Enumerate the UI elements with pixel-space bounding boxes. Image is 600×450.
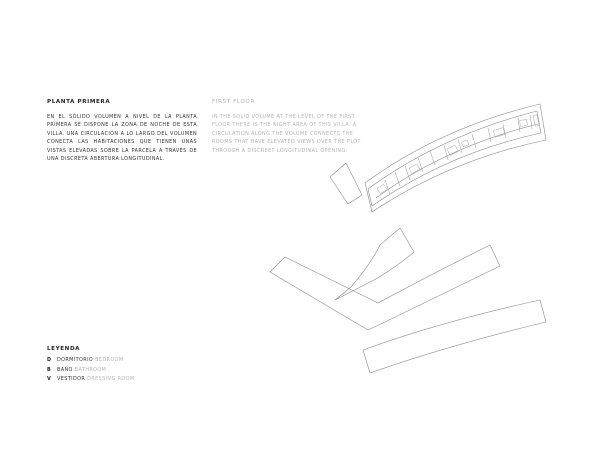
legend-code: D	[47, 357, 52, 363]
plan-small-block	[330, 163, 362, 204]
first-floor-volume	[365, 104, 546, 212]
spanish-description: EN EL SÓLIDO VOLUMEN A NIVEL DE LA PLANTA PRIMERA SE DISPONE LA ZONA DE NOCHE DE ESTA VILLA. UNA CIRCULACIÓN A LO LARGO DEL VOLUMEN CONECTA LAS HABITACIONES QUE TIENEN UNAS VISTAS ELEVADAS SOBRE LA PARCELA A TRAVÉS DE UNA DISCRETA ABERTURA LONGITUDINAL.	[47, 114, 197, 163]
legend-label-en: DRESSING ROOM	[87, 376, 135, 382]
plan-wing-middle	[270, 245, 500, 330]
legend-code: V	[47, 376, 52, 382]
spanish-title: PLANTA PRIMERA	[47, 99, 111, 105]
plan-fixtures	[377, 115, 539, 194]
legend-item-dressing-room	[47, 375, 135, 385]
legend-code: B	[47, 366, 52, 373]
legend-list	[47, 356, 135, 385]
plan-wing-upper	[335, 228, 414, 300]
legend-label-en: BATHROOM	[74, 366, 107, 373]
legend-label-en: BEDROOM	[95, 357, 124, 363]
legend-label-es: BAÑO	[56, 366, 73, 373]
english-description: IN THE SOLID VOLUME AT THE LEVEL OF THE FIRST FLOOR THERE IS THE NIGHT AREA OF THIS VILLA. A CIRCULATION ALONG THE VOLUME CONNECTS THE ROOMS THAT HAVE ELEVATED VIEWS OVER THE PLOT THROUGH A DISCREET LONGITUDINAL OPENING.	[212, 114, 361, 154]
room-partitions	[385, 115, 532, 194]
legend-label-es: DORMITORIO	[56, 357, 94, 363]
plan-wing-lower	[363, 300, 546, 373]
legend-label-es: VESTIDOR	[56, 376, 86, 382]
legend-item-bathroom	[47, 366, 135, 376]
english-title: FIRST FLOOR	[212, 99, 255, 105]
legend-item-bedroom	[47, 356, 135, 366]
legend-title: LEYENDA	[47, 346, 81, 352]
